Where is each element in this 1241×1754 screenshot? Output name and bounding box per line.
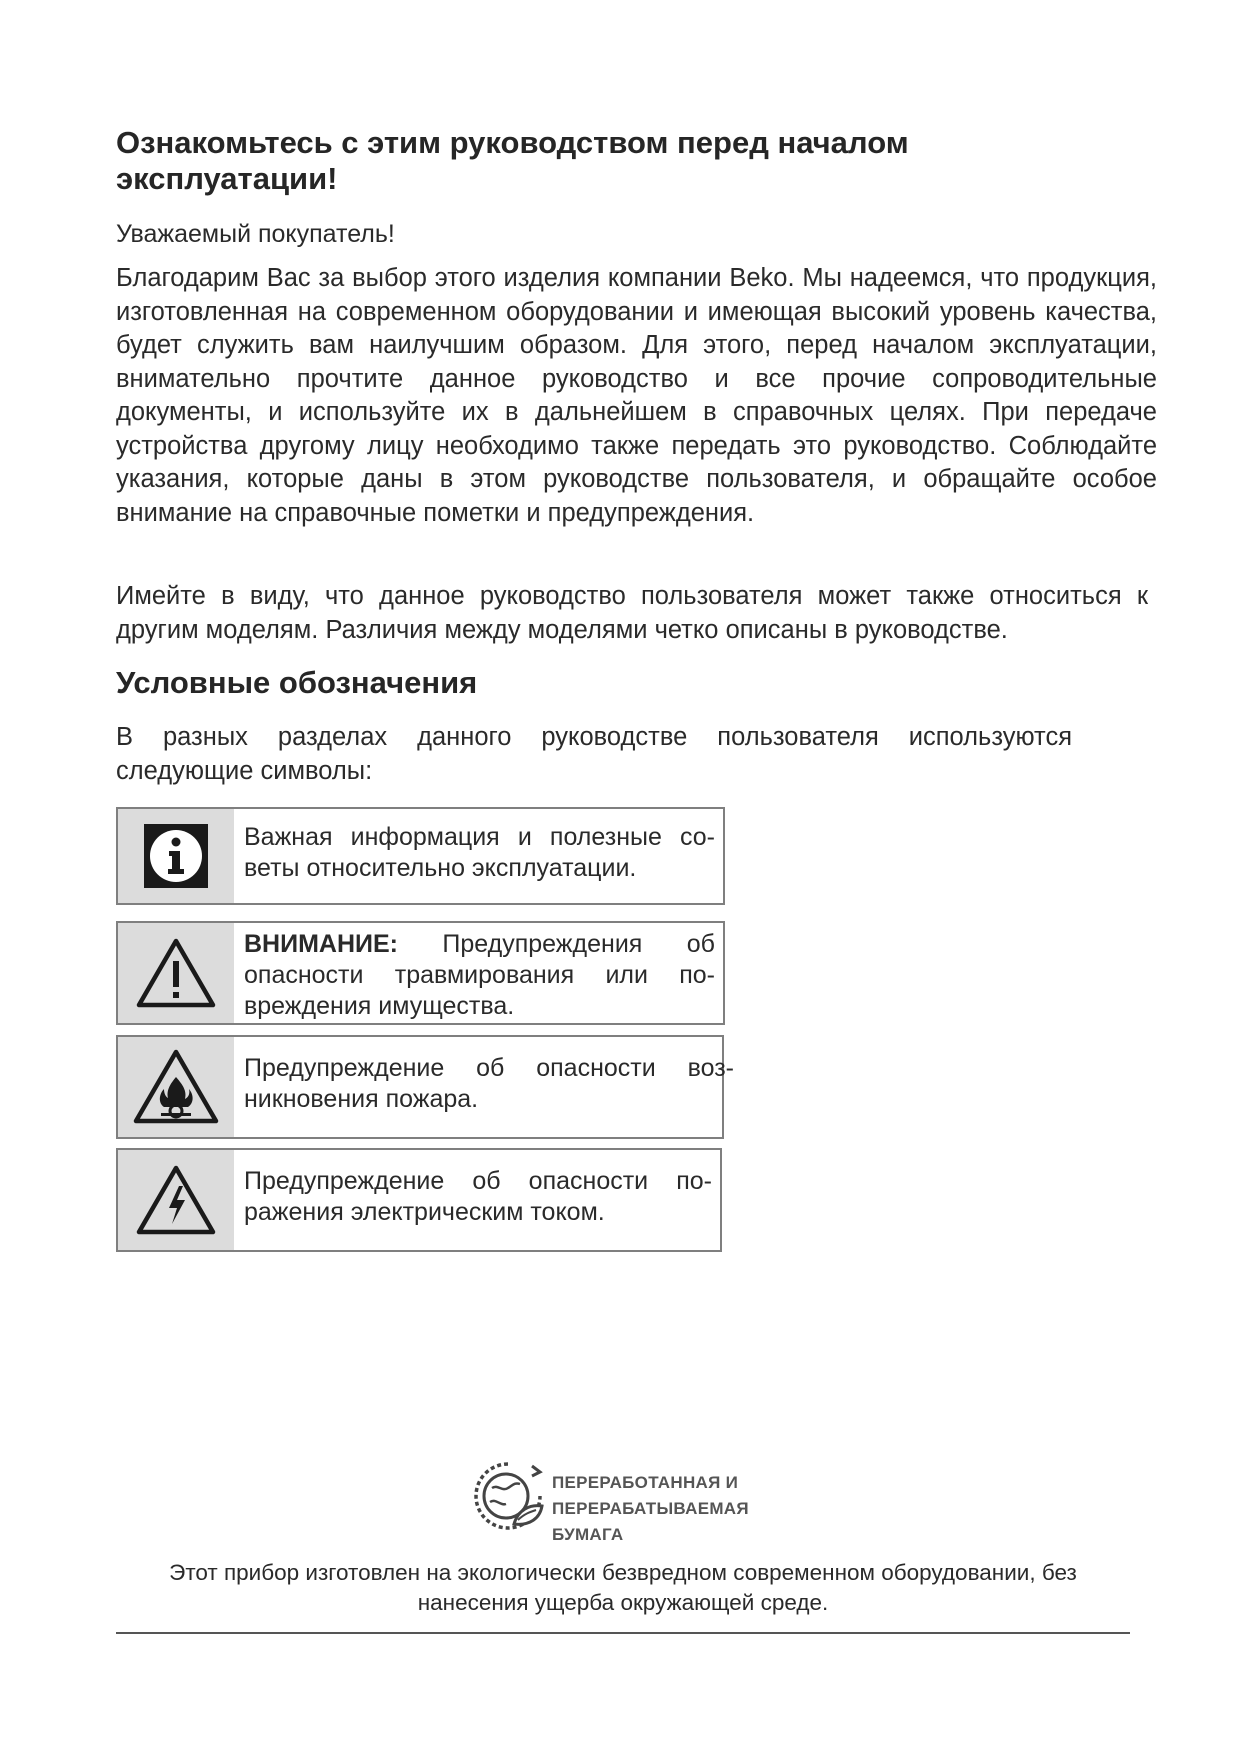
eco-badge — [470, 1458, 790, 1558]
page-title: Ознакомьтесь с этим руководством перед началом эксплуатации! — [116, 125, 909, 196]
footer-note: Этот прибор изготовлен на экологически безвредном современном оборудовании, без нанесения ущерба окружающей среде. — [169, 1560, 1077, 1615]
divider — [116, 1632, 1130, 1634]
symbol-text: ВНИМАНИЕ: Предупреждения об опасности травмирования или по-вреждения имущества. — [244, 930, 715, 1020]
eco-badge-text: ПЕРЕРАБОТАННАЯ И ПЕРЕРАБАТЫВАЕМАЯ БУМАГА — [552, 1473, 749, 1544]
symbol-text: Важная информация и полезные со-веты относительно эксплуатации. — [244, 823, 715, 882]
symbol-row-warning — [116, 921, 725, 1025]
symbol-text: Предупреждение об опасности воз-никновения пожара. — [244, 1054, 734, 1113]
greeting: Уважаемый покупатель! — [116, 220, 395, 248]
warning-icon — [133, 935, 219, 1011]
symbols-heading: Условные обозначения — [116, 665, 478, 700]
warning-label: ВНИМАНИЕ: — [244, 930, 398, 958]
fire-hazard-icon — [131, 1047, 221, 1127]
symbols-intro: В разных разделах данного руководстве пользователя используются следующие символы: — [116, 723, 1072, 785]
symbol-text: Предупреждение об опасности по-ражения электрическим током. — [244, 1167, 712, 1226]
models-paragraph: Имейте в виду, что данное руководство пользователя может также относиться к другим моделям. Различия между моделями четко описаны в руководстве. — [116, 582, 1148, 644]
electric-shock-icon — [133, 1162, 219, 1238]
intro-paragraph: Благодарим Вас за выбор этого изделия компании Beko. Мы надеемся, что продукция, изготовленная на современном оборудовании и имеющая высокий уровень качества, будет служить вам наилучшим образом. Для этого, перед началом эксплуатации, внимательно прочтите данное руководство и все прочие сопроводительные документы, и используйте их в дальнейшем в справочных целях. При передаче устройства другому лицу необходимо также передать это руководство. Соблюдайте указания, которые даны в этом руководстве пользователя, и обращайте особое внимание на справочные пометки и предупреждения. — [116, 264, 1157, 527]
recycled-paper-icon — [470, 1458, 546, 1534]
symbol-row-info — [116, 807, 725, 905]
symbol-row-fire — [116, 1035, 734, 1139]
info-icon — [142, 822, 210, 890]
symbol-row-electric — [116, 1148, 722, 1252]
